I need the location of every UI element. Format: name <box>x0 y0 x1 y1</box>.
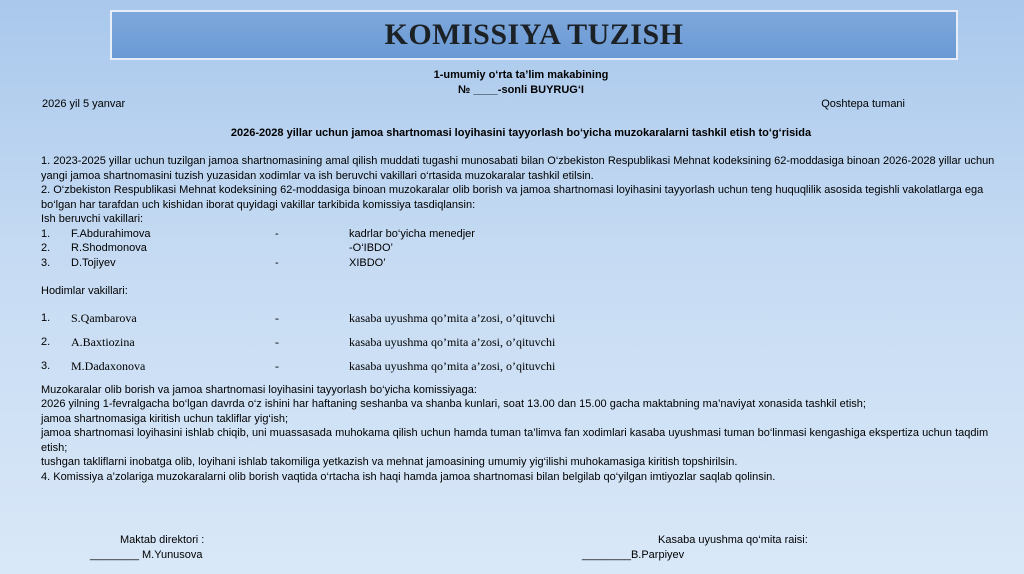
title-banner <box>110 10 958 60</box>
dash: - <box>275 227 279 240</box>
item-number: 1. <box>41 227 51 240</box>
director-signature <box>90 533 204 562</box>
order-date: 2026 yil 5 yanvar <box>42 98 126 110</box>
member-name: R.Shodmonova <box>71 242 147 254</box>
order-subject: 2026-2028 yillar uchun jamoa shartnomasi loyihasini tayyorlash bo‘yicha muzokaralarni tashkil etish to‘g‘risida <box>230 126 812 139</box>
task-3: jamoa shartnomasi loyihasini ishlab chiqib, uni muassasada muhokama qilish uchun hamda tuman ta’limva fan xodimlari kasaba uyushmasi tuman bo‘linmasi kengashiga ekspertiza uchun taqdim etish; <box>41 427 989 454</box>
paragraph-4: 4. Komissiya a’zolariga muzokaralarni olib borish vaqtida o‘rtacha ish haqi hamda jamoa shartnomasi bilan belgilab qo‘yilgan imtiyozlar saqlab qolinsin. <box>41 470 776 483</box>
item-number: 1. <box>41 312 51 325</box>
member-name: S.Qambarova <box>71 311 137 326</box>
member-name: M.Dadaxonova <box>71 359 146 374</box>
member-role: kasaba uyushma qo’mita a’zosi, o’qituvchi <box>349 335 556 350</box>
list-item <box>41 241 1001 256</box>
member-role: kadrlar bo‘yicha menedjer <box>349 227 475 240</box>
member-role: XIBDO’ <box>349 256 386 269</box>
member-name: D.Tojiyev <box>71 256 116 269</box>
dash: - <box>275 359 279 374</box>
list-item <box>41 227 1001 242</box>
dash <box>275 241 349 256</box>
task-1: 2026 yilning 1-fevralgacha bo‘lgan davrda o‘z ishini har haftaning seshanba va shanba kunlari, soat 13.00 dan 15.00 gacha maktabning ma’naviyat xonasida tashkil etish; <box>41 398 866 410</box>
list-item <box>41 307 1001 331</box>
item-number: 2. <box>41 242 51 254</box>
order-document <box>41 68 1001 484</box>
director-title: Maktab direktori : <box>120 534 205 546</box>
workers-list <box>41 307 1001 379</box>
item-number: 3. <box>41 256 51 269</box>
item-number: 3. <box>41 360 51 373</box>
workers-heading: Hodimlar vakillari: <box>41 285 128 297</box>
member-name: A.Baxtiozina <box>71 335 135 350</box>
member-role: kasaba uyushma qo’mita a’zosi, o’qituvchi <box>349 359 556 374</box>
order-number: № ____-sonli BUYRUG‘I <box>458 83 584 96</box>
order-place: Qoshtepa tumani <box>821 98 905 110</box>
employer-heading: Ish beruvchi vakillari: <box>41 213 144 225</box>
item-number: 2. <box>41 336 51 349</box>
paragraph-1: 1. 2023-2025 yillar uchun tuzilgan jamoa shartnomasining amal qilish muddati tugashi munosabati bilan O‘zbekiston Respublikasi Mehnat kodeksining 62-moddasiga binoan 2026-2028 yillar uchun yangi jamoa shartnomasini tuzish yuzasidan xodimlar va ish beruvchi vakillari o‘rtasida muzokaralar tashkil etilsin. <box>41 155 995 182</box>
tasks-intro: Muzokaralar olib borish va jamoa shartnomasi loyihasini tayyorlash bo‘yicha komissiyaga: <box>41 383 477 396</box>
list-item <box>41 355 1001 379</box>
union-title: Kasaba uyushma qo‘mita raisi: <box>658 534 808 546</box>
member-name: F.Abdurahimova <box>71 227 151 240</box>
union-name: ________B.Parpiyev <box>582 548 685 561</box>
director-name: ________ M.Yunusova <box>90 548 203 561</box>
dash: - <box>275 311 279 326</box>
task-4: tushgan takliflarni inobatga olib, loyihani ishlab takomiliga yetkazish va mehnat jamoasining umumiy yig‘ilishi muhokamasiga kiritish topshirilsin. <box>41 456 738 468</box>
dash: - <box>275 335 279 350</box>
list-item <box>41 331 1001 355</box>
school-name: 1-umumiy o‘rta ta’lim makabining <box>433 69 609 81</box>
page-title: KOMISSIYA TUZISH <box>384 18 684 51</box>
member-role: kasaba uyushma qo’mita a’zosi, o’qituvchi <box>349 311 556 326</box>
member-role: -O‘IBDO’ <box>349 242 393 254</box>
dash: - <box>275 256 279 269</box>
paragraph-2: 2. O‘zbekiston Respublikasi Mehnat kodeksining 62-moddasiga binoan muzokaralar olib borish va jamoa shartnomasi loyihasini tayyorlash uchun teng huquqlilik asosida tegishli vakolatlarga ega bo‘lgan har tarafdan uch kishidan iborat quyidagi vakillar tarkibida komissiya tasdiqlansin: <box>41 184 984 211</box>
date-place-row <box>41 97 1001 112</box>
union-signature <box>582 533 808 562</box>
task-2: jamoa shartnomasiga kiritish uchun takliflar yig‘ish; <box>41 412 288 425</box>
employer-list <box>41 227 1001 271</box>
list-item <box>41 256 1001 271</box>
